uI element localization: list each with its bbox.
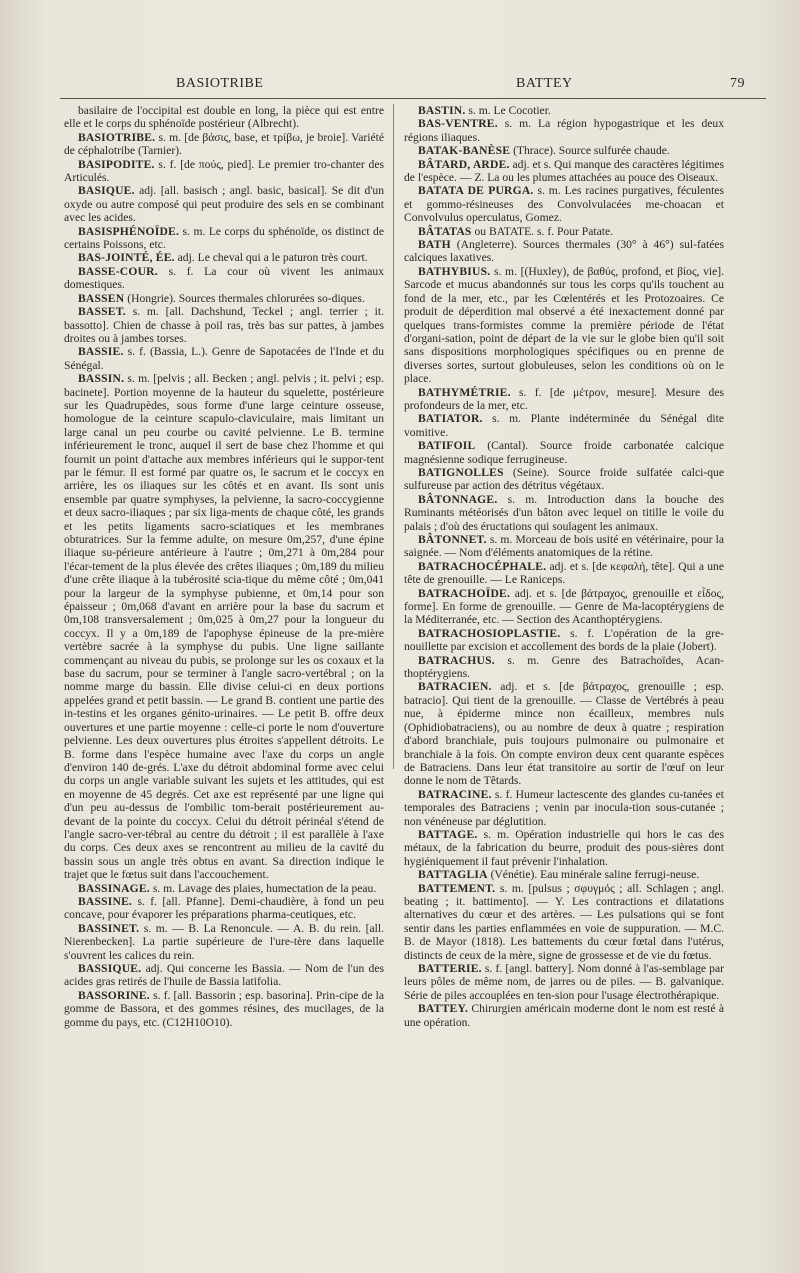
entry-definition: adj. Qui concerne les Bassia. — Nom de l'un des acides gras retirés de l'huile de Bassia latifolia. [64, 962, 384, 989]
dictionary-entry [404, 868, 724, 881]
entry-definition: (Angleterre). Sources thermales (30° à 46°) sul-fatées calciques laxatives. [404, 238, 724, 265]
entry-definition: s. f. [angl. battery]. Nom donné à l'as-semblage par leurs pôles de même nom, de jarres ou de piles. — B. galvanique. Série de piles accouplées en ten-sion pour l'usage électrothérapique. [404, 962, 724, 1002]
dictionary-entry [404, 587, 724, 627]
dictionary-entry [404, 680, 724, 787]
entry-definition: s. m. [all. Dachshund, Teckel ; angl. terrier ; it. bassotto]. Chien de chasse à poil ras, très bas sur pattes, à jambes droites ou à jambes torses. [64, 305, 384, 345]
entry-headword: BASSORINE. [78, 988, 150, 1002]
entry-headword: BATRACHUS. [418, 653, 495, 667]
dictionary-entry [404, 412, 724, 439]
entry-definition: s. f. L'opération de la gre-nouillette par excision et accollement des bords de la plaie (Jobert). [404, 626, 724, 654]
entry-headword: BASSINET. [78, 921, 140, 935]
entry-headword: BASSEN [78, 291, 125, 305]
dictionary-entry [404, 117, 724, 144]
dictionary-entry [404, 238, 724, 265]
dictionary-entry [404, 466, 724, 493]
dictionary-entry [404, 104, 724, 117]
entry-definition: basilaire de l'occipital est double en long, la pièce qui est entre elle et le corps du sphénoïde postérieur (Albrecht). [64, 104, 384, 131]
dictionary-entry [404, 654, 724, 681]
entry-definition: s. m. — B. La Renoncule. — A. B. du rein. [all. Nierenbecken]. La partie supérieure de l'ure-tère dans laquelle s'ouvrent les calices du rein. [64, 921, 384, 962]
dictionary-entry [404, 882, 724, 962]
entry-definition: s. f. (Bassia, L.). Genre de Sapotacées de l'Inde et du Sénégal. [64, 345, 384, 372]
dictionary-entry [64, 345, 384, 372]
dictionary-entry [64, 922, 384, 962]
entry-definition: s. m. Introduction dans la bouche des Ruminants météorisés d'un bâton avec lequel on titille le voile du palais ; d'où des éructations qui soulagent les animaux. [404, 492, 724, 533]
entry-headword: BÂTARD, ARDE. [418, 157, 510, 171]
entry-definition: s. m. Les racines purgatives, féculentes et gommo-résineuses des Convolvulacées me-choacan et Convolvulus operculatus, Gomez. [404, 184, 725, 225]
entry-definition: (Hongrie). Sources thermales chlorurées so-diques. [124, 291, 365, 305]
dictionary-entry [404, 225, 724, 238]
entry-headword: BATRACHOÏDE. [418, 586, 511, 600]
dictionary-entry [404, 439, 724, 466]
entry-definition: s. m. Genre des Batrachoïdes, Acan-thoptérygiens. [404, 653, 724, 681]
entry-headword: BATRACINE. [418, 787, 492, 801]
dictionary-entry [404, 493, 724, 533]
entry-definition: ou BATATE. s. f. Pour Patate. [471, 224, 613, 238]
dictionary-entry [64, 882, 384, 895]
entry-headword: BASTIN. [418, 104, 466, 117]
dictionary-entry [64, 292, 384, 305]
entry-definition: (Thrace). Source sulfurée chaude. [510, 144, 670, 158]
entry-headword: BATIGNOLLES [418, 465, 504, 479]
entry-definition: adj. et s. [de βάτραχος, grenouille ; esp. batracio]. Qui tient de la grenouille. — Classe de Vertébrés à peau nue, à épiderme mince non écailleux, membres nuls (Ophidiobatraciens), ou au nombre de deux à quatre ; respiration d'abord branchiale, puis toujours pulmonaire ou pulmonaire et branchiale à la fois. On compte environ deux cent quarante espèces de Batraciens. Dans leur état transitoire au sortir de l'œuf on leur donne le nom de Têtards. [404, 680, 724, 788]
entry-headword: BÂTATAS [418, 224, 472, 238]
entry-headword: BATTEMENT. [418, 881, 496, 895]
entry-definition: s. f. [all. Bassorin ; esp. basorina]. Prin-cipe de la gomme de Bassora, et des gommes résines, des mucilages, de la gomme du pays, etc. (C12H10O10). [64, 988, 384, 1029]
dictionary-entry [64, 184, 384, 224]
entry-headword: BATATA DE PURGA. [418, 184, 534, 198]
page-number: 79 [730, 76, 745, 91]
entry-definition: s. m. [de βάσις, base, et τρίβω, je broie]. Variété de céphalotribe (Tarnier). [64, 130, 384, 158]
entry-headword: BÂTONNAGE. [418, 492, 498, 506]
entry-definition: adj. [all. basisch ; angl. basic, basical]. Se dit d'un oxyde ou autre composé qui peut produire des sels en se combinant avec les acides. [64, 184, 384, 225]
entry-definition: adj. Le cheval qui a le paturon très court. [174, 251, 368, 265]
dictionary-entry [64, 251, 384, 264]
dictionary-entry [64, 895, 384, 922]
entry-headword: BATTEY. [418, 1002, 469, 1016]
entry-headword: BASIOTRIBE. [78, 130, 156, 144]
entry-headword: BASIPODITE. [78, 157, 155, 171]
dictionary-entry [64, 104, 384, 131]
entry-headword: BASSINE. [78, 894, 133, 908]
dictionary-entry [404, 533, 724, 560]
dictionary-entry [64, 989, 384, 1029]
entry-headword: BASIQUE. [78, 184, 135, 198]
dictionary-entry [64, 131, 384, 158]
dictionary-entry [404, 386, 724, 413]
entry-definition: s. m. [(Huxley), de βαθύς, profond, et βίος, vie]. Sarcode et mucus abandonnés sur tous les corps qu'ils touchent au fond de la mer, etc., par les Cœlentérés et les Protozoaires. Ce produit de déperdition mal observé a été inexactement donné par quelques trans-formistes comme la première période de l'état d'organi-sation, point de départ de la vie sur le globe bien qu'il soit sans dispositions morphologiques spécifiques ou en prenne de diverses sortes, surtout globuleuses, selon les conditions où on le place. [404, 264, 724, 386]
entry-headword: BAS-JOINTÉ, ÉE. [78, 251, 175, 265]
entry-definition: s. m. La région hypogastrique et les deux régions iliaques. [404, 117, 724, 144]
entry-definition: adj. et s. [de κεφαλή, tête]. Qui a une tête de grenouille. — Le Raniceps. [404, 559, 724, 587]
entry-headword: BASISPHÉNOÏDE. [78, 224, 180, 238]
entry-headword: BATRACIEN. [418, 680, 492, 694]
entry-headword: BASSET. [78, 305, 126, 319]
entry-definition: adj. et s. Qui manque des caractères légitimes de l'espèce. — Z. La ou les plumes attachées au pouce des Oiseaux. [404, 157, 725, 185]
dictionary-entry [404, 265, 724, 386]
entry-headword: BASSE-COUR. [78, 264, 158, 278]
dictionary-entry [404, 158, 724, 185]
entry-definition: (Vénétie). Eau minérale saline ferrugi-neuse. [487, 868, 700, 882]
dictionary-entry [404, 788, 724, 828]
entry-headword: BASSINAGE. [78, 881, 150, 895]
dictionary-entry [64, 265, 384, 292]
entry-headword: BATRACHOSIOPLASTIE. [418, 626, 561, 640]
dictionary-entry [64, 962, 384, 989]
left-column [64, 104, 384, 1029]
entry-definition: s. m. [pelvis ; all. Becken ; angl. pelvis ; it. pelvi ; esp. bacinete]. Portion moyenne de la hauteur du squelette, postérieure sur les Quadrupèdes, sous forme d'une large ceinture osseuse, homologue de la ceinture scapulo-claviculaire, mais limitant un large canal un peu courbe ou cavité pelvienne. Le B. termine inférieurement le tronc, auquel il sert de base chez l'homme et qui fournit un point d'attache aux membres inférieurs qui le suppor-tent par le fémur. Il est formé par quatre os, le sacrum et le coccyx en arrière, les os iliaques sur les côtés et en avant. Ils sont unis ensemble par quatre symphyses, la pelvienne, la sacro-coccygienne et deux sacro-iliaques ; par six liga-ments de chaque côté, les grands et les petits ligaments sacro-sciatiques et les membranes obturatrices. Sur la femme adulte, on mesure 0m,257, d'une épine iliaque su-périeure antérieure à l'autre ; 0m,271 à 0m,284 pour l'écar-tement de la plus élevée des crêtes iliaques ; 0m,189 du milieu d'une crête iliaque à la tubérosité scia-tique du même côté ; 0m,041 pour la largeur de la symphyse pubienne, et 0m,14 pour son épaisseur ; 0m,068 d'avant en arrière pour la base du sacrum et 0m,108 transversalement ; 0m,025 à 0m,27 pour la longueur du coccyx. Il y a 0m,189 de l'apophyse épineuse de la pre-mière vertèbre sacrée à la symphyse du pubis. Une ligne saillante commençant au niveau du pubis, se prolonge sur les os coxaux et la base du sacrum, pour se terminer à l'angle sacro-vertébral ; on la nomme marge du bassin. Elle divise celui-ci en deux portions appelées grand et petit bassin. — Le grand B. contient une partie des in-testins et les organes génito-urinaires. — Le petit B. offre deux ouvertures et une partie moyenne : celle-ci porte le nom d'ouverture pelvienne. Les deux ouvertures plus étroites s'appellent détroits. Le B. forme dans l'espèce humaine avec l'axe du corps un angle d'environ 140 de-grés. L'axe du détroit abdominal forme avec celui du corps un angle variable suivant les sujets et les attitudes, qui est en moyenne de 45 degrés. Cet axe est représenté par une ligne qui d'un peu au-dessus de l'ombilic tom-berait postérieurement au-devant de la pointe du coccyx. Celui du détroit périnéal s'étend de l'angle sacro-ver-tébral au centre du détroit ; il est parallèle à l'axe du corps. Ces deux axes se rencontrent au milieu de la cavité du bassin sous un angle très obtus en avant. Sa direction indique le trajet que le fœtus suit dans l'accouchement. [64, 372, 384, 882]
running-header [0, 76, 800, 100]
entry-definition: Chirurgien américain moderne dont le nom est resté à une opération. [404, 1002, 724, 1029]
entry-headword: BATTERIE. [418, 962, 482, 975]
entry-headword: BASSIN. [78, 372, 125, 386]
entry-headword: BAS-VENTRE. [418, 117, 498, 131]
entry-definition: s. m. Morceau de bois usité en vétérinaire, pour la saignée. — Nom d'éléments anatomiques de la rétine. [404, 533, 724, 560]
entry-headword: BASSIE. [78, 345, 124, 359]
column-divider [393, 104, 394, 769]
header-rule [60, 98, 766, 99]
dictionary-entry [404, 1002, 724, 1029]
dictionary-entry [404, 560, 724, 587]
dictionary-entry [404, 962, 724, 1002]
entry-definition: s. m. Le Cocotier. [465, 104, 551, 117]
entry-headword: BATHYMÉTRIE. [418, 385, 511, 399]
entry-definition: s. m. Plante indéterminée du Sénégal dite vomitive. [404, 412, 724, 439]
entry-headword: BATTAGLIA [418, 868, 488, 882]
entry-definition: s. m. Le corps du sphénoïde, os distinct de certains Poissons, etc. [64, 224, 384, 252]
entry-definition: s. f. [de μέτρον, mesure]. Mesure des profondeurs de la mer, etc. [404, 385, 724, 412]
entry-headword: BASSIQUE. [78, 962, 142, 975]
dictionary-entry [64, 158, 384, 185]
entry-definition: adj. et s. [de βάτραχος, grenouille et εἶδος, forme]. En forme de grenouille. — Genre de Ma-lacoptérygiens de la Méditerranée, etc. — Section des Acanthoptérygiens. [404, 586, 724, 627]
entry-definition: s. f. [de πούς, pied]. Le premier tro-chanter des Articulés. [64, 157, 384, 185]
header-left-guide-word: BASIOTRIBE [176, 76, 264, 91]
dictionary-entry [404, 828, 724, 868]
entry-headword: BATIFOIL [418, 439, 476, 453]
entry-definition: s. m. Lavage des plaies, humectation de la peau. [149, 881, 377, 895]
entry-headword: BATAK-BANÈSE [418, 144, 511, 158]
entry-definition: s. m. [pulsus ; σφυγμός ; all. Schlagen ; angl. beating ; it. battimento]. — Y. Les contractions et dilatations alternatives du cœur et des artères. — Les pulsations qui se font sentir dans les parties enflammées en voie de suppuration. — M.C. B. de Mayor (1818). Les battements du cœur fœtal dans l'utérus, distincts de ceux de la mère, signe de grossesse et de vie du fœtus. [404, 881, 724, 962]
right-column [404, 104, 724, 1029]
entry-definition: (Seine). Source froide sulfatée calci-que sulfureuse par action des détritus végétaux. [404, 465, 724, 493]
dictionary-entry [64, 305, 384, 345]
entry-definition: s. f. La cour où vivent les animaux domestiques. [64, 264, 384, 292]
entry-definition: (Cantal). Source froide carbonatée calcique magnésienne sodique ferrugineuse. [404, 439, 724, 466]
dictionary-entry [404, 144, 724, 157]
entry-headword: BATHYBIUS. [418, 264, 491, 278]
dictionary-entry [404, 627, 724, 654]
entry-headword: BATRACHOCÉPHALE. [418, 559, 547, 573]
entry-definition: s. m. Opération industrielle qui hors le cas des métaux, de la fabrication du beurre, produit des pous-sières dont hygiéniquement il faut prévenir l'inhalation. [404, 827, 724, 868]
entry-headword: BÂTONNET. [418, 533, 487, 546]
header-right-guide-word: BATTEY [516, 76, 573, 91]
entry-headword: BATTAGE. [418, 827, 478, 841]
dictionary-entry [404, 184, 724, 224]
dictionary-entry [64, 225, 384, 252]
entry-definition: s. f. [all. Pfanne]. Demi-chaudière, à fond un peu concave, pour évaporer les préparations pharma-ceutiques, etc. [64, 894, 384, 922]
dictionary-entry [64, 372, 384, 881]
entry-headword: BATIATOR. [418, 412, 483, 426]
entry-headword: BATH [418, 238, 451, 252]
entry-definition: s. f. Humeur lactescente des glandes cu-tanées et temporales des Batraciens ; venin par inocula-tion sous-cutanée ; non vénéneuse par déglutition. [404, 787, 724, 828]
